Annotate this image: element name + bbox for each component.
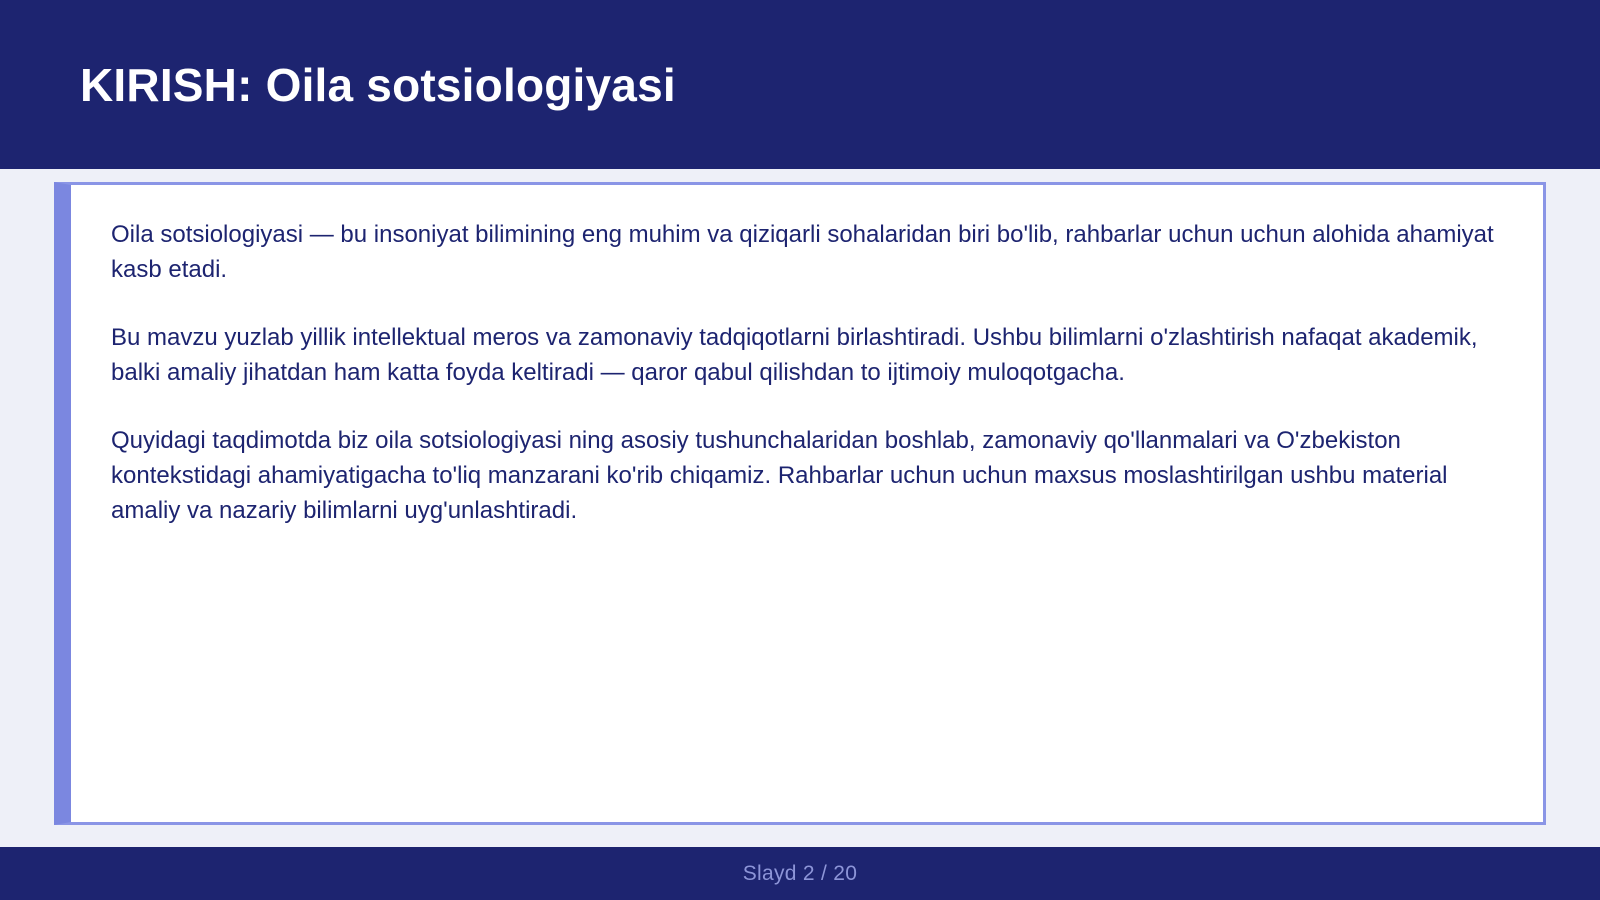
- content-body: [111, 217, 1503, 561]
- paragraph-intro: Oila sotsiologiyasi — bu insoniyat bilimining eng muhim va qiziqarli sohalaridan biri bo'lib, rahbarlar uchun uchun alohida ahamiyat kasb etadi.: [111, 221, 1494, 283]
- paragraph-overview: Quyidagi taqdimotda biz oila sotsiologiyasi ning asosiy tushunchalaridan boshlab, zamonaviy qo'llanmalari va O'zbekiston kontekstidagi ahamiyatigacha to'liq manzarani ko'rib chiqamiz. Rahbarlar uchun uchun maxsus moslashtirilgan ushbu material amaliy va nazariy bilimlarni uyg'unlashtiradi.: [111, 427, 1448, 524]
- slide-footer: [0, 847, 1600, 900]
- slide-header: [0, 0, 1600, 169]
- slide-counter: Slayd 2 / 20: [742, 861, 858, 885]
- slide-title: KIRISH: Oila sotsiologiyasi: [80, 59, 676, 111]
- paragraph-heritage: Bu mavzu yuzlab yillik intellektual meros va zamonaviy tadqiqotlarni birlashtiradi. Ushbu bilimlarni o'zlashtirish nafaqat akademik, balki amaliy jihatdan ham katta foyda keltiradi — qaror qabul qilishdan to ijtimoiy muloqotgacha.: [111, 324, 1478, 386]
- content-card: [54, 182, 1546, 825]
